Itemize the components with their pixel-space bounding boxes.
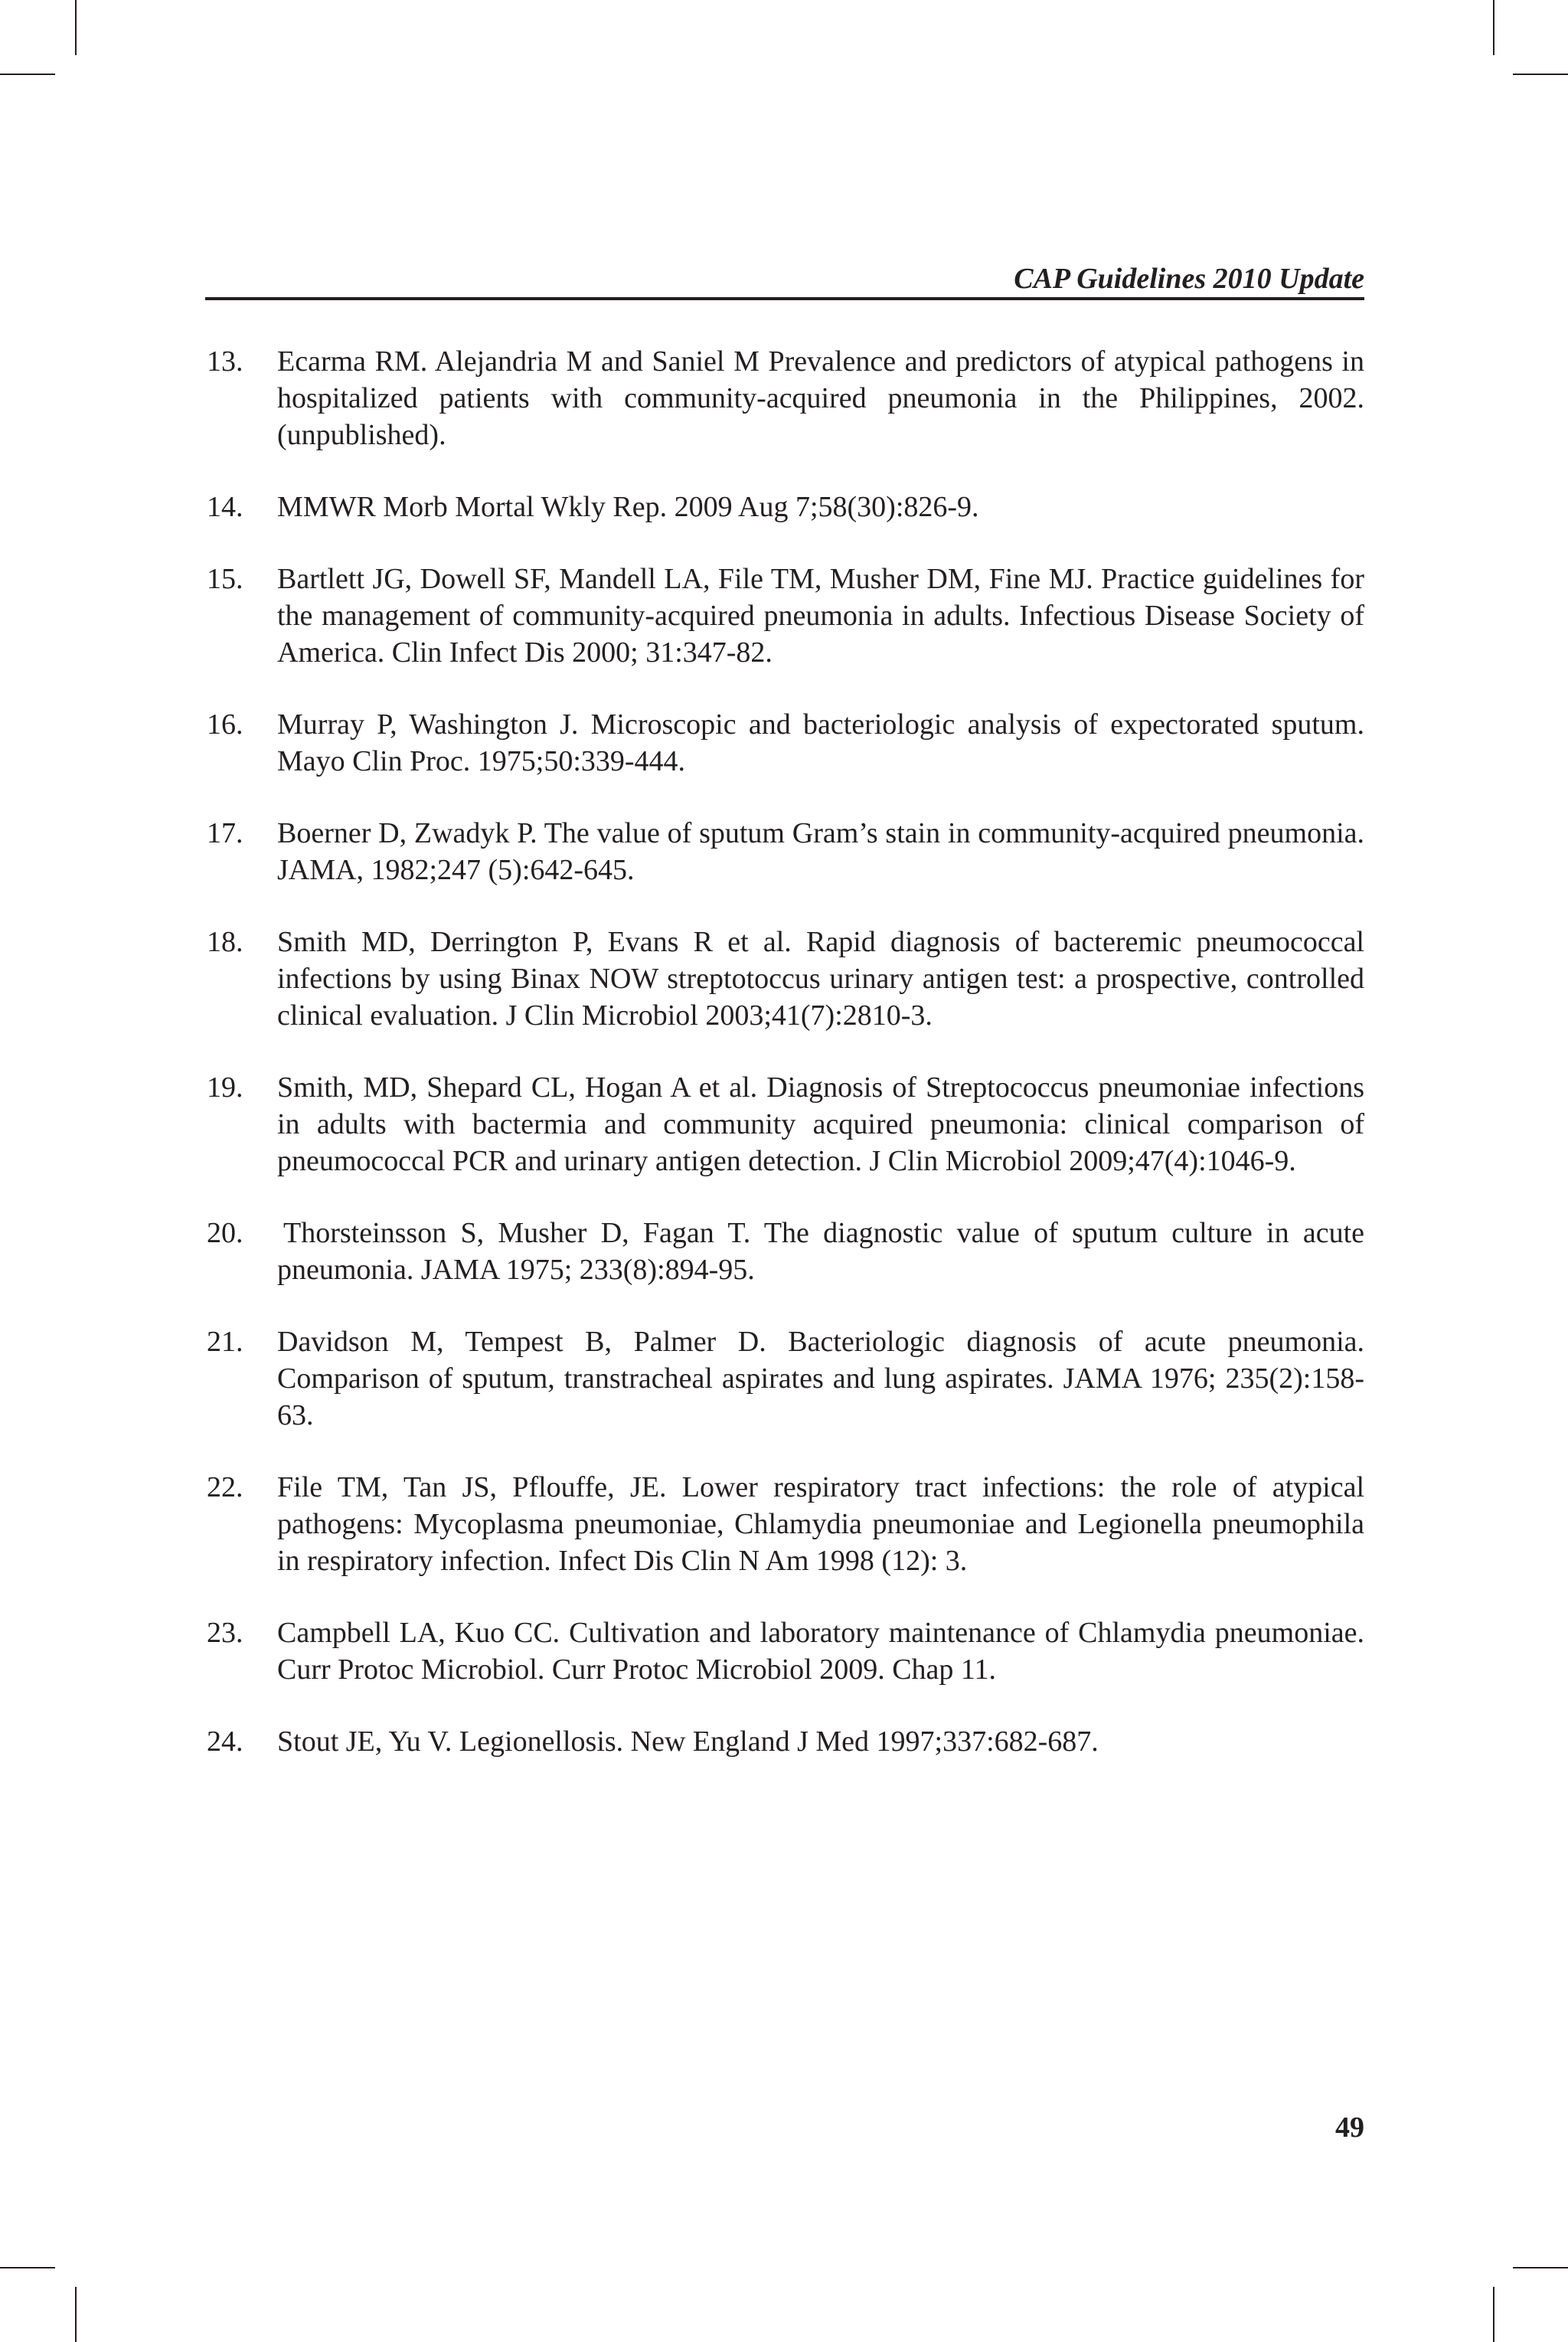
reference-item [207, 706, 1364, 780]
running-head-title: CAP Guidelines 2010 Update [1014, 263, 1364, 295]
reference-number: 19. [207, 1071, 243, 1104]
reference-text: Murray P, Washington J. Microscopic and bacteriologic analysis of expectorated sputum. Mayo Clin Proc. 1975;50:339-444. [277, 708, 1364, 777]
reference-item [207, 1723, 1364, 1760]
reference-number: 20. [207, 1217, 243, 1249]
reference-item [207, 1215, 1364, 1288]
reference-number: 18. [207, 926, 243, 958]
crop-mark-top-right-horizontal [1513, 74, 1568, 75]
reference-number: 13. [207, 345, 243, 378]
reference-item [207, 561, 1364, 671]
reference-item [207, 1614, 1364, 1688]
reference-text: Campbell LA, Kuo CC. Cultivation and laboratory maintenance of Chlamydia pneumoniae. Curr Protoc Microbiol. Curr Protoc Microbiol 2009. Chap 11. [277, 1617, 1364, 1686]
reference-number: 17. [207, 817, 243, 849]
crop-mark-top-left-vertical [75, 0, 77, 55]
reference-number: 21. [207, 1326, 243, 1358]
reference-text: Bartlett JG, Dowell SF, Mandell LA, File TM, Musher DM, Fine MJ. Practice guidelines for the management of community-acquired pneumonia in adults. Infectious Disease Society of America. Clin Infect Dis 2000; 31:347-82. [277, 563, 1364, 669]
reference-text: Ecarma RM. Alejandria M and Saniel M Prevalence and predictors of atypical pathogens in hospitalized patients with community-acquired pneumonia in the Philippines, 2002. (unpublished). [277, 345, 1364, 451]
page-number: 49 [1335, 2111, 1364, 2144]
crop-mark-top-right-vertical [1493, 0, 1494, 55]
reference-item [207, 489, 1364, 525]
reference-item [207, 1069, 1364, 1179]
reference-text: Davidson M, Tempest B, Palmer D. Bacteriologic diagnosis of acute pneumonia. Comparison of sputum, transtracheal aspirates and lung aspirates. JAMA 1976; 235(2):158-63. [277, 1326, 1364, 1431]
reference-item [207, 1469, 1364, 1579]
reference-text: Thorsteinsson S, Musher D, Fagan T. The diagnostic value of sputum culture in acute pneumonia. JAMA 1975; 233(8):894-95. [277, 1217, 1364, 1286]
reference-item [207, 1323, 1364, 1434]
reference-text: Boerner D, Zwadyk P. The value of sputum Gram’s stain in community-acquired pneumonia. JAMA, 1982;247 (5):642-645. [277, 817, 1364, 886]
crop-mark-bottom-left-horizontal [0, 2267, 55, 2268]
reference-number: 22. [207, 1471, 243, 1503]
reference-text: Smith, MD, Shepard CL, Hogan A et al. Diagnosis of Streptococcus pneumoniae infections in adults with bactermia and community acquired pneumonia: clinical comparison of pneumococcal PCR and urinary antigen detection. J Clin Microbiol 2009;47(4):1046-9. [277, 1071, 1364, 1177]
crop-mark-top-left-horizontal [0, 74, 55, 75]
reference-text: MMWR Morb Mortal Wkly Rep. 2009 Aug 7;58(30):826-9. [277, 491, 979, 523]
header-rule [205, 297, 1364, 300]
crop-mark-bottom-right-horizontal [1513, 2267, 1568, 2268]
reference-number: 15. [207, 563, 243, 595]
reference-number: 23. [207, 1617, 243, 1649]
crop-mark-bottom-right-vertical [1493, 2287, 1494, 2342]
reference-text: File TM, Tan JS, Pflouffe, JE. Lower respiratory tract infections: the role of atypical pathogens: Mycoplasma pneumoniae, Chlamydia pneumoniae and Legionella pneumophila in respiratory infection. Infect Dis Clin N Am 1998 (12): 3. [277, 1471, 1364, 1577]
reference-number: 14. [207, 491, 243, 523]
reference-list [207, 343, 1364, 1795]
reference-item [207, 924, 1364, 1034]
reference-text: Stout JE, Yu V. Legionellosis. New England J Med 1997;337:682-687. [277, 1725, 1099, 1758]
reference-item [207, 343, 1364, 453]
reference-item [207, 815, 1364, 888]
reference-number: 24. [207, 1725, 243, 1758]
reference-number: 16. [207, 708, 243, 741]
reference-text: Smith MD, Derrington P, Evans R et al. Rapid diagnosis of bacteremic pneumococcal infections by using Binax NOW streptotoccus urinary antigen test: a prospective, controlled clinical evaluation. J Clin Microbiol 2003;41(7):2810-3. [277, 926, 1364, 1032]
crop-mark-bottom-left-vertical [75, 2287, 77, 2342]
